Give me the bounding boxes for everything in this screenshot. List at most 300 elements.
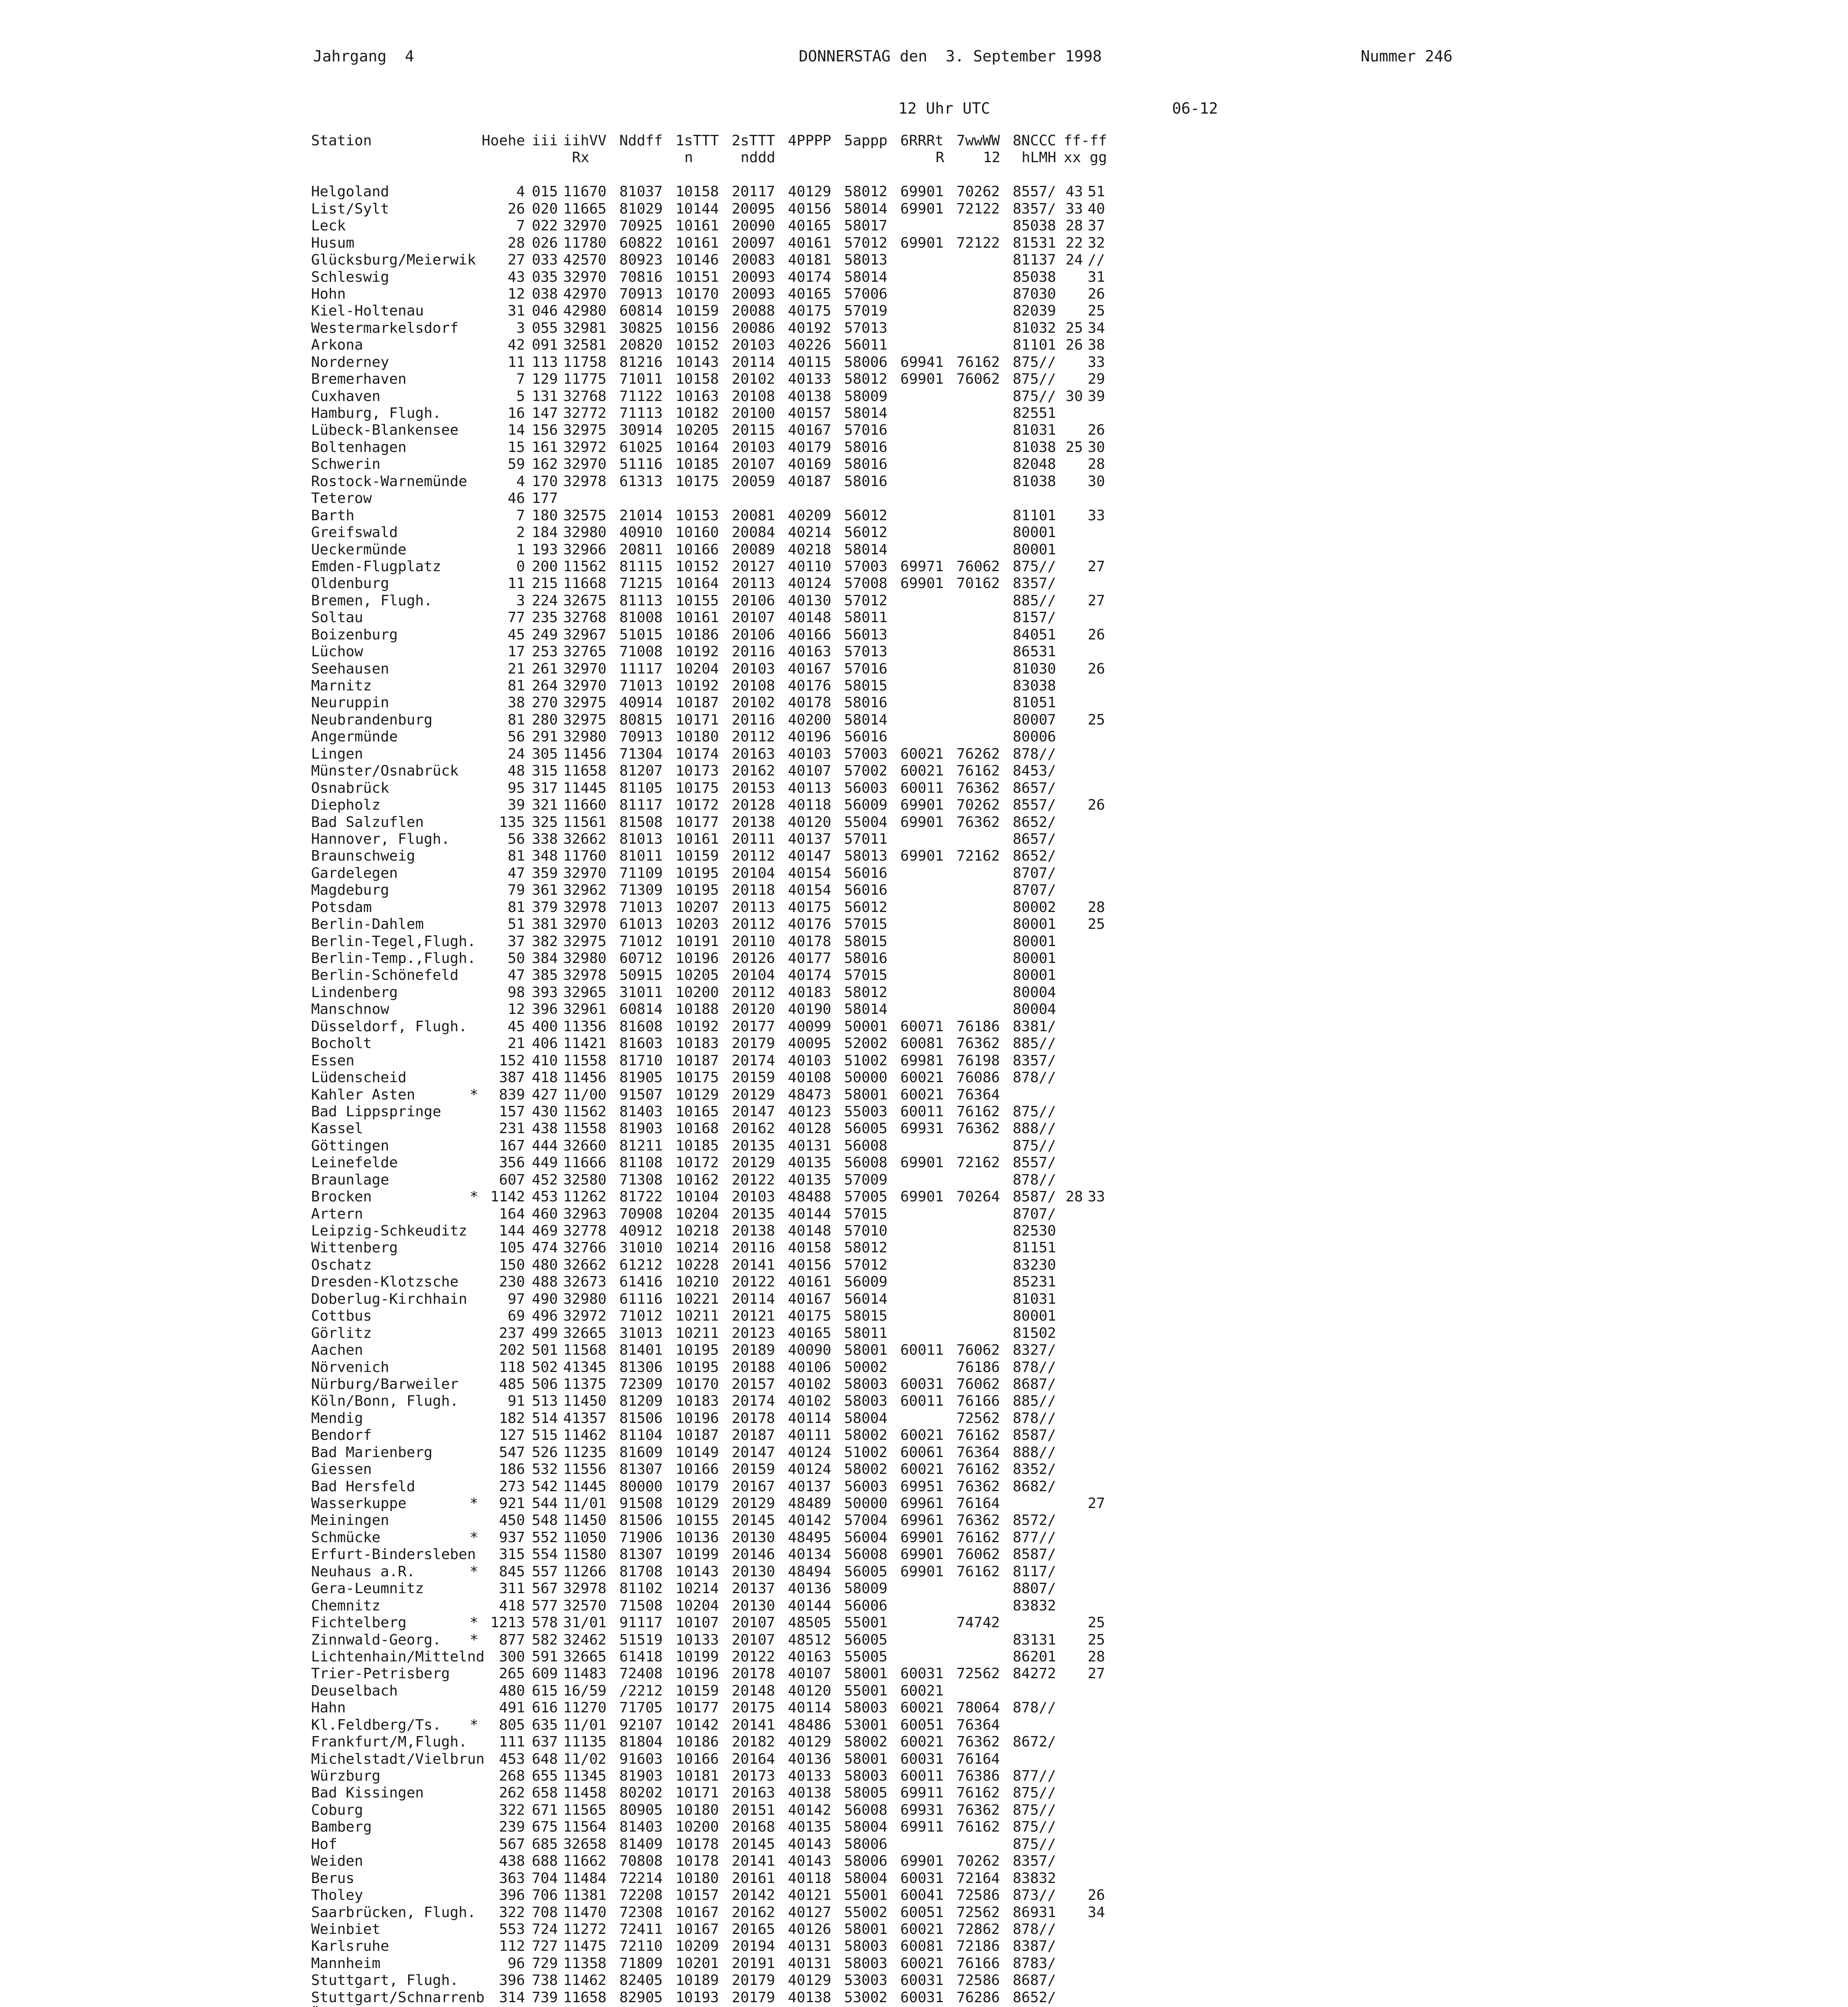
group-5appp: 58014 <box>844 200 888 217</box>
group-7wwww: 76166 <box>957 1393 1000 1410</box>
group-ihvv: 32972 <box>563 1308 607 1325</box>
group-2sttt: 20093 <box>732 269 775 285</box>
station-index: 704 <box>532 1870 558 1887</box>
group-1sttt: 10192 <box>676 1018 719 1035</box>
group-1sttt: 10205 <box>676 967 719 984</box>
group-4pppp: 40090 <box>788 1342 832 1359</box>
elevation: 45 <box>507 1018 525 1035</box>
group-7wwww: 76062 <box>957 1342 1000 1359</box>
station-name: Diepholz <box>311 797 381 814</box>
group-nddff: 91508 <box>619 1495 663 1512</box>
group-5appp: 53002 <box>844 1989 888 2006</box>
elevation: 396 <box>499 1887 525 1904</box>
station-index: 379 <box>532 899 558 916</box>
table-row <box>311 371 1105 388</box>
group-1sttt: 10171 <box>676 1785 719 1801</box>
elevation: 81 <box>507 899 525 916</box>
station-name: Lindenberg <box>311 984 398 1001</box>
group-1sttt: 10187 <box>676 1052 719 1069</box>
group-7wwww: 76062 <box>957 1376 1000 1392</box>
group-2sttt: 20179 <box>732 1035 775 1052</box>
group-4pppp: 40165 <box>788 285 832 302</box>
elevation: 265 <box>499 1665 525 1682</box>
group-1sttt: 10107 <box>676 1614 719 1631</box>
group-1sttt: 10203 <box>676 916 719 933</box>
station-index: 381 <box>532 916 558 933</box>
elevation: 438 <box>499 1853 525 1870</box>
group-6rrrt: 69901 <box>900 1189 944 1205</box>
group-5appp: 58005 <box>844 1785 888 1801</box>
table-row <box>311 252 1105 269</box>
elevation: 839 <box>499 1086 525 1103</box>
elevation: 51 <box>507 916 525 933</box>
table-row <box>311 1342 1056 1359</box>
station-index: 513 <box>532 1393 558 1410</box>
group-nddff: 71906 <box>619 1529 663 1546</box>
elevation: 144 <box>499 1223 525 1239</box>
station-index: 502 <box>532 1359 558 1376</box>
gust-mean: 25 <box>1087 1614 1105 1631</box>
group-ihvv: 32978 <box>563 967 607 984</box>
station-name: Michelstadt/Vielbrun <box>311 1751 485 1767</box>
group-nddff: 71113 <box>619 405 663 421</box>
elevation: 59 <box>507 456 525 473</box>
group-4pppp: 40133 <box>788 371 832 388</box>
group-7wwww: 72162 <box>957 1154 1000 1171</box>
group-nddff: 60822 <box>619 234 663 251</box>
group-7wwww: 76364 <box>957 1444 1000 1461</box>
group-1sttt: 10188 <box>676 1001 719 1018</box>
elevation: 3 <box>516 320 525 336</box>
elevation: 186 <box>499 1461 525 1478</box>
elevation: 202 <box>499 1342 525 1359</box>
group-ihvv: 11456 <box>563 745 607 762</box>
elevation: 396 <box>499 1972 525 1989</box>
station-name: Rostock-Warnemünde <box>311 473 467 490</box>
group-8nccc: 875// <box>1013 1836 1056 1852</box>
group-1sttt: 10209 <box>676 1938 719 1955</box>
col-2sttt: 2sTTT <box>732 132 775 149</box>
group-5appp: 58002 <box>844 1461 888 1478</box>
group-6rrrt: 60041 <box>900 1887 944 1904</box>
gust-mean: 30 <box>1087 439 1105 456</box>
group-5appp: 56008 <box>844 1801 888 1818</box>
group-nddff: 30825 <box>619 320 663 336</box>
group-ihvv: 11445 <box>563 1478 607 1495</box>
group-5appp: 56012 <box>844 899 888 916</box>
group-1sttt: 10161 <box>676 609 719 626</box>
group-1sttt: 10177 <box>676 1700 719 1716</box>
group-5appp: 58003 <box>844 1376 888 1392</box>
group-1sttt: 10166 <box>676 541 719 558</box>
elevation: 21 <box>507 660 525 677</box>
station-name: Angermünde <box>311 729 398 745</box>
col-ihvv-sub: Rx <box>572 149 590 166</box>
table-row <box>311 626 1105 643</box>
gust-mean: 27 <box>1087 1495 1105 1512</box>
group-4pppp: 40177 <box>788 950 832 967</box>
table-row <box>311 1410 1056 1427</box>
station-index: 526 <box>532 1444 558 1461</box>
gust-max: 24 <box>1065 252 1083 269</box>
group-2sttt: 20179 <box>732 1989 775 2006</box>
station-name: Wasserkuppe <box>311 1495 407 1512</box>
station-name: Weinbiet <box>311 1921 381 1938</box>
group-8nccc: 81031 <box>1013 1291 1056 1307</box>
group-7wwww: 76062 <box>957 558 1000 575</box>
station-index: 400 <box>532 1018 558 1035</box>
station-index: 026 <box>532 234 558 251</box>
group-ihvv: 11562 <box>563 1103 607 1120</box>
group-nddff: 31010 <box>619 1240 663 1256</box>
group-nddff: 82405 <box>619 1972 663 1989</box>
table-row <box>311 1989 1056 2006</box>
group-4pppp: 40165 <box>788 1325 832 1341</box>
station-index: 410 <box>532 1052 558 1069</box>
group-8nccc: 888// <box>1013 1120 1056 1137</box>
group-1sttt: 10142 <box>676 1716 719 1733</box>
group-nddff: 81211 <box>619 1137 663 1154</box>
group-6rrrt: 69901 <box>900 183 944 200</box>
station-name: Hof <box>311 1836 337 1852</box>
group-6rrrt: 60061 <box>900 1444 944 1461</box>
group-8nccc: 8352/ <box>1013 1461 1056 1478</box>
group-ihvv: 11/02 <box>563 1751 607 1767</box>
station-name: Köln/Bonn, Flugh. <box>311 1393 459 1410</box>
group-4pppp: 40161 <box>788 1274 832 1291</box>
synop-table <box>311 132 1107 2007</box>
group-ihvv: 32970 <box>563 660 607 677</box>
group-5appp: 57006 <box>844 285 888 302</box>
group-ihvv: 11262 <box>563 1189 607 1205</box>
group-4pppp: 40196 <box>788 729 832 745</box>
group-2sttt: 20112 <box>732 916 775 933</box>
group-1sttt: 10163 <box>676 388 719 405</box>
group-5appp: 58003 <box>844 1393 888 1410</box>
group-2sttt: 20083 <box>732 252 775 269</box>
group-6rrrt: 60021 <box>900 745 944 762</box>
elevation: 1 <box>516 541 525 558</box>
group-5appp: 56012 <box>844 524 888 541</box>
station-index: 113 <box>532 354 558 370</box>
group-4pppp: 48488 <box>788 1189 832 1205</box>
station-index: 514 <box>532 1410 558 1427</box>
col-ihvv: iihVV <box>563 132 607 149</box>
group-nddff: 71309 <box>619 882 663 899</box>
station-name: Greifswald <box>311 524 398 541</box>
station-name: Barth <box>311 507 355 524</box>
station-name: Essen <box>311 1052 355 1069</box>
station-index: 184 <box>532 524 558 541</box>
table-row <box>311 830 1056 848</box>
group-7wwww: 76362 <box>957 780 1000 796</box>
elevation: 14 <box>507 422 525 439</box>
group-2sttt: 20148 <box>732 1682 775 1699</box>
table-row <box>311 1853 1056 1870</box>
group-ihvv: 11666 <box>563 1154 607 1171</box>
table-row <box>311 984 1056 1001</box>
group-8nccc: 8327/ <box>1013 1342 1056 1359</box>
group-8nccc: 83131 <box>1013 1631 1056 1648</box>
group-ihvv: 11565 <box>563 1801 607 1818</box>
group-2sttt: 20090 <box>732 218 775 234</box>
group-5appp: 57011 <box>844 830 888 847</box>
group-4pppp: 40103 <box>788 745 832 762</box>
station-index: 180 <box>532 507 558 524</box>
table-row <box>311 1154 1056 1171</box>
group-2sttt: 20102 <box>732 694 775 711</box>
group-4pppp: 40138 <box>788 388 832 405</box>
group-4pppp: 40148 <box>788 609 832 626</box>
group-5appp: 58016 <box>844 456 888 473</box>
col-8nccc-sub: hLMH <box>1022 149 1056 166</box>
group-2sttt: 20135 <box>732 1137 775 1154</box>
group-4pppp: 40136 <box>788 1580 832 1597</box>
group-5appp: 58004 <box>844 1819 888 1836</box>
elevation: 48 <box>507 763 525 780</box>
group-8nccc: 8357/ <box>1013 200 1056 217</box>
table-row <box>311 1801 1056 1819</box>
station-index: 361 <box>532 882 558 899</box>
elevation: 607 <box>499 1171 525 1188</box>
table-row <box>311 711 1105 729</box>
station-index: 249 <box>532 626 558 643</box>
group-nddff: 60814 <box>619 1001 663 1018</box>
group-4pppp: 40166 <box>788 626 832 643</box>
station-name: Schmücke <box>311 1529 381 1546</box>
station-name: Mannheim <box>311 1955 381 1972</box>
group-ihvv: 11665 <box>563 200 607 217</box>
group-nddff: 51015 <box>619 626 663 643</box>
elevation: 182 <box>499 1410 525 1427</box>
station-index: 393 <box>532 984 558 1001</box>
group-2sttt: 20175 <box>732 1700 775 1716</box>
station-name: Husum <box>311 234 355 251</box>
group-nddff: 81710 <box>619 1052 663 1069</box>
group-1sttt: 10161 <box>676 830 719 847</box>
station-name: Leinefelde <box>311 1154 398 1171</box>
group-5appp: 56008 <box>844 1137 888 1154</box>
gust-max: 33 <box>1065 200 1083 217</box>
group-1sttt: 10164 <box>676 439 719 456</box>
group-ihvv: 11660 <box>563 797 607 814</box>
elevation: 363 <box>499 1870 525 1887</box>
station-name: Hohn <box>311 285 346 302</box>
group-8nccc: 877// <box>1013 1529 1056 1546</box>
group-2sttt: 20129 <box>732 1495 775 1512</box>
group-2sttt: 20122 <box>732 1171 775 1188</box>
station-index: 557 <box>532 1563 558 1580</box>
elevation: 157 <box>499 1103 525 1120</box>
group-4pppp: 40124 <box>788 1461 832 1478</box>
group-4pppp: 40128 <box>788 1120 832 1137</box>
station-name: Brocken <box>311 1189 372 1205</box>
group-8nccc: 85038 <box>1013 269 1056 285</box>
elevation: 79 <box>507 882 525 899</box>
group-5appp: 58015 <box>844 933 888 950</box>
group-2sttt: 20191 <box>732 1955 775 1972</box>
gust-mean: // <box>1087 252 1105 269</box>
group-5appp: 56013 <box>844 626 888 643</box>
group-4pppp: 40129 <box>788 1972 832 1989</box>
group-1sttt: 10152 <box>676 558 719 575</box>
group-2sttt: 20086 <box>732 320 775 336</box>
high-station-marker: * <box>470 1495 478 1512</box>
group-6rrrt: 69901 <box>900 1529 944 1546</box>
group-1sttt: 10166 <box>676 1461 719 1478</box>
group-2sttt: 20103 <box>732 337 775 354</box>
group-5appp: 58003 <box>844 1768 888 1784</box>
station-name: Dresden-Klotzsche <box>311 1274 459 1291</box>
gust-mean: 26 <box>1087 285 1105 302</box>
elevation: 37 <box>507 933 525 950</box>
group-ihvv: 11564 <box>563 1819 607 1836</box>
group-7wwww: 76162 <box>957 763 1000 780</box>
group-2sttt: 20103 <box>732 1189 775 1205</box>
station-name: Lübeck-Blankensee <box>311 422 459 439</box>
elevation: 485 <box>499 1376 525 1392</box>
group-7wwww: 76362 <box>957 1734 1000 1751</box>
group-2sttt: 20178 <box>732 1665 775 1682</box>
group-2sttt: 20121 <box>732 1308 775 1325</box>
group-8nccc: 8572/ <box>1013 1512 1056 1529</box>
group-2sttt: 20116 <box>732 711 775 728</box>
group-5appp: 58016 <box>844 950 888 967</box>
group-7wwww: 76362 <box>957 1035 1000 1052</box>
elevation: 46 <box>507 490 525 507</box>
group-ihvv: 11135 <box>563 1734 607 1751</box>
group-2sttt: 20111 <box>732 830 775 847</box>
station-name: Coburg <box>311 1801 363 1818</box>
group-1sttt: 10199 <box>676 1546 719 1563</box>
group-1sttt: 10195 <box>676 1359 719 1376</box>
high-station-marker: * <box>470 1631 478 1648</box>
group-4pppp: 40118 <box>788 1870 832 1887</box>
group-1sttt: 10152 <box>676 337 719 354</box>
group-nddff: 11117 <box>619 660 663 677</box>
station-index: 480 <box>532 1256 558 1273</box>
station-name: Karlsruhe <box>311 1938 389 1955</box>
group-ihvv: 11050 <box>563 1529 607 1546</box>
group-8nccc: 8707/ <box>1013 865 1056 881</box>
elevation: 0 <box>516 558 525 575</box>
group-2sttt: 20162 <box>732 1904 775 1921</box>
group-2sttt: 20141 <box>732 1256 775 1273</box>
station-name: Hannover, Flugh. <box>311 830 450 847</box>
elevation: 7 <box>516 218 525 234</box>
group-5appp: 58013 <box>844 848 888 865</box>
group-nddff: 92107 <box>619 1716 663 1733</box>
station-name: Lüchow <box>311 643 363 660</box>
group-1sttt: 10187 <box>676 694 719 711</box>
group-8nccc: 82530 <box>1013 1223 1056 1239</box>
group-nddff: 81403 <box>619 1103 663 1120</box>
group-8nccc: 80001 <box>1013 524 1056 541</box>
group-1sttt: 10175 <box>676 1069 719 1086</box>
elevation: 315 <box>499 1546 525 1563</box>
group-4pppp: 40142 <box>788 1801 832 1818</box>
group-nddff: 81609 <box>619 1444 663 1461</box>
group-2sttt: 20103 <box>732 660 775 677</box>
col-8nccc: 8NCCC <box>1013 132 1056 149</box>
group-ihvv: 32978 <box>563 1580 607 1597</box>
table-row <box>311 422 1105 439</box>
table-row <box>311 1291 1056 1308</box>
group-4pppp: 40137 <box>788 1478 832 1495</box>
group-1sttt: 10170 <box>676 1376 719 1392</box>
group-5appp: 58001 <box>844 1665 888 1682</box>
group-5appp: 56009 <box>844 797 888 814</box>
station-index: 325 <box>532 814 558 830</box>
group-5appp: 57009 <box>844 1171 888 1188</box>
station-index: 193 <box>532 541 558 558</box>
group-1sttt: 10144 <box>676 200 719 217</box>
group-nddff: 60712 <box>619 950 663 967</box>
group-5appp: 53001 <box>844 1716 888 1733</box>
col-1sttt: 1sTTT <box>676 132 719 149</box>
station-rows <box>311 183 1105 2007</box>
group-2sttt: 20122 <box>732 1648 775 1665</box>
group-7wwww: 76186 <box>957 1359 1000 1376</box>
group-5appp: 56016 <box>844 865 888 881</box>
gust-mean: 32 <box>1087 234 1105 251</box>
elevation: 56 <box>507 729 525 745</box>
station-name: Bad Lippspringe <box>311 1103 442 1120</box>
station-index: 499 <box>532 1325 558 1341</box>
station-index: 382 <box>532 933 558 950</box>
group-4pppp: 40143 <box>788 1853 832 1870</box>
group-1sttt: 10143 <box>676 1563 719 1580</box>
group-8nccc: 8707/ <box>1013 1205 1056 1222</box>
group-nddff: 70908 <box>619 1205 663 1222</box>
table-row <box>311 1597 1056 1614</box>
elevation: 98 <box>507 984 525 1001</box>
gust-mean: 28 <box>1087 899 1105 916</box>
table-row <box>311 1972 1056 1989</box>
group-2sttt: 20159 <box>732 1069 775 1086</box>
group-8nccc: 80002 <box>1013 899 1056 916</box>
col-7wwww-sub: 12 <box>983 149 1001 166</box>
group-6rrrt: 60031 <box>900 1665 944 1682</box>
group-4pppp: 40175 <box>788 899 832 916</box>
group-1sttt: 10211 <box>676 1325 719 1341</box>
group-nddff: 81608 <box>619 1018 663 1035</box>
group-5appp: 58014 <box>844 405 888 421</box>
group-5appp: 56014 <box>844 1291 888 1307</box>
group-nddff: 72309 <box>619 1376 663 1392</box>
group-8nccc: 888// <box>1013 1444 1056 1461</box>
table-row <box>311 1478 1056 1495</box>
group-ihvv: 11580 <box>563 1546 607 1563</box>
group-2sttt: 20159 <box>732 1461 775 1478</box>
group-8nccc: 875// <box>1013 1819 1056 1836</box>
group-2sttt: 20115 <box>732 422 775 439</box>
table-row <box>311 1529 1056 1546</box>
group-4pppp: 40134 <box>788 1546 832 1563</box>
elevation: 97 <box>507 1291 525 1307</box>
group-nddff: 61212 <box>619 1256 663 1273</box>
group-4pppp: 48494 <box>788 1563 832 1580</box>
group-7wwww: 76362 <box>957 1801 1000 1818</box>
group-5appp: 50000 <box>844 1495 888 1512</box>
station-name: Bendorf <box>311 1427 372 1444</box>
group-4pppp: 48495 <box>788 1529 832 1546</box>
group-1sttt: 10167 <box>676 1904 719 1921</box>
group-5appp: 58012 <box>844 984 888 1001</box>
group-4pppp: 40183 <box>788 984 832 1001</box>
group-7wwww: 70162 <box>957 575 1000 592</box>
group-4pppp: 40148 <box>788 1223 832 1239</box>
